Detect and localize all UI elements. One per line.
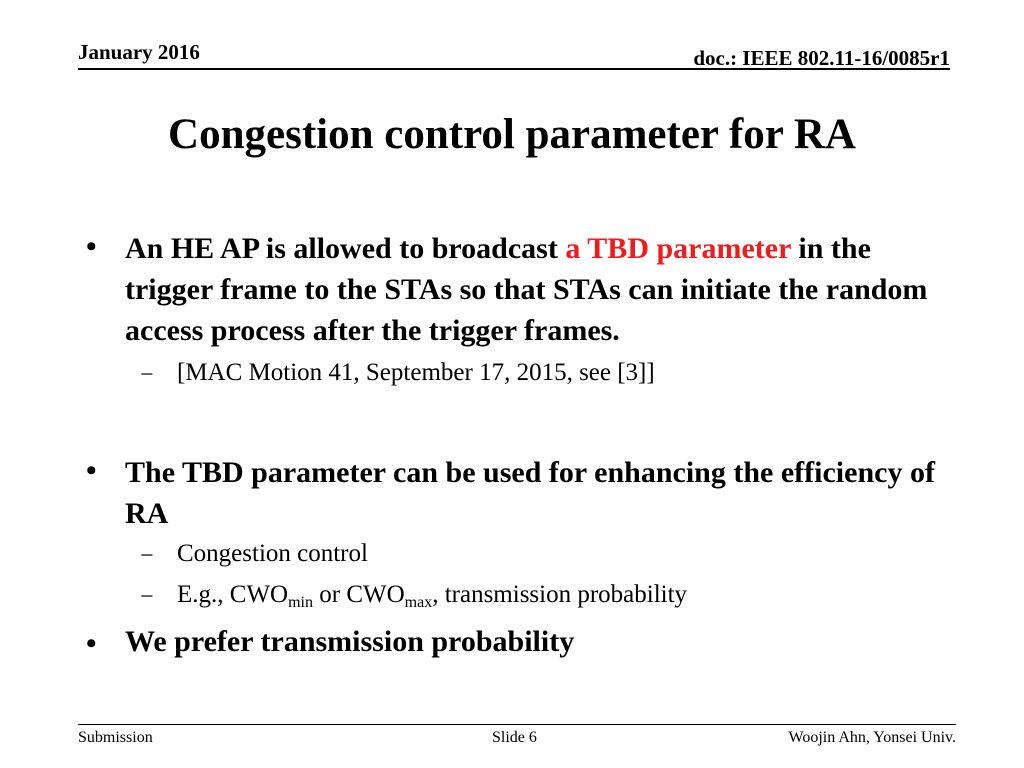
bullet-1-text-before: An HE AP is allowed to broadcast: [125, 232, 566, 265]
sub-2-suffix: , transmission probability: [432, 581, 688, 608]
bullet-marker: •: [86, 627, 97, 660]
dash-marker: −: [140, 362, 154, 388]
sub-2-min: min: [288, 594, 313, 611]
footer-submission: Submission: [78, 729, 153, 746]
bullet-1-text: [125, 228, 965, 351]
footer-author: Woojin Ahn, Yonsei Univ.: [788, 729, 956, 746]
sub-2-prefix: E.g., CWO: [177, 581, 289, 608]
bullet-marker: •: [86, 230, 97, 263]
sub-2-middle: or CWO: [313, 581, 405, 608]
header-divider: [78, 68, 950, 70]
slide-title: Congestion control parameter for RA: [168, 111, 856, 158]
bullet-3-text: We prefer transmission probability: [125, 625, 575, 658]
dash-marker: −: [140, 584, 154, 610]
bullet-2-sub-2: [177, 581, 687, 609]
bullet-2-sub-1: Congestion control: [177, 540, 368, 567]
bullet-1-text-after: in the trigger frame to the STAs so that STAs can initiate the random access process after the trigger frames.: [125, 232, 928, 347]
bullet-2-text: The TBD parameter can be used for enhancing the efficiency of RA: [125, 456, 935, 530]
dash-marker: −: [140, 543, 154, 569]
footer-slide-number: Slide 6: [492, 729, 537, 746]
header-date: January 2016: [78, 40, 200, 64]
footer-divider: [78, 724, 956, 725]
bullet-1-highlight: a TBD parameter: [565, 232, 791, 265]
bullet-marker: •: [86, 454, 97, 487]
header-doc-id: doc.: IEEE 802.11-16/0085r1: [693, 46, 950, 70]
sub-2-max: max: [404, 594, 433, 611]
bullet-1-sub-1: [MAC Motion 41, September 17, 2015, see [3]]: [177, 359, 655, 386]
